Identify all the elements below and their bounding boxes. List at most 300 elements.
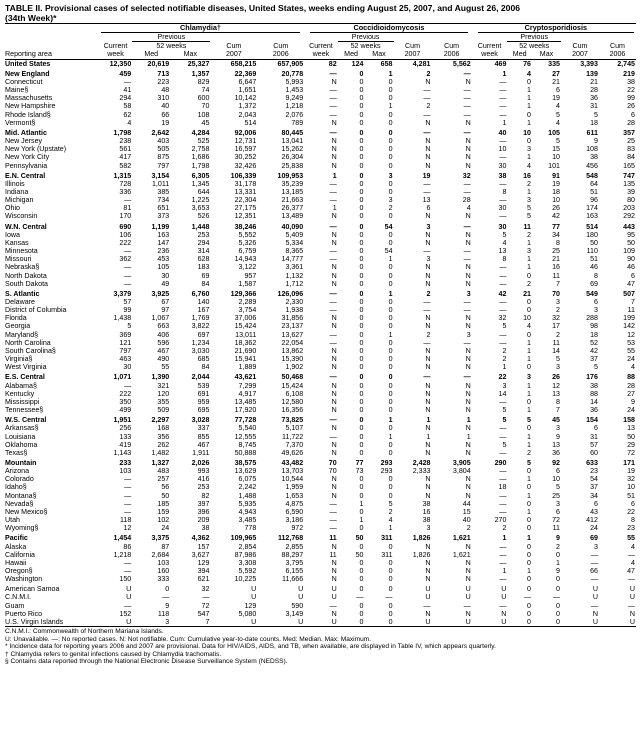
value-cell: 11: [329, 534, 337, 543]
value-cell: 1,951: [113, 416, 132, 425]
value-cell: 22: [627, 507, 635, 516]
value-cell: 1,653: [285, 491, 304, 500]
value-cell: 50: [590, 238, 598, 247]
value-cell: 15,941: [234, 355, 257, 364]
table-row: [5, 516, 636, 524]
table-row: [5, 575, 636, 583]
value-cell: 0: [388, 238, 393, 247]
reporting-area-cell: Delaware: [5, 298, 35, 306]
value-cell: 7,299: [238, 381, 257, 390]
value-cell: 238: [119, 137, 132, 146]
value-cell: 11: [329, 550, 337, 559]
value-cell: 16,597: [234, 145, 257, 154]
value-cell: 1,902: [285, 363, 304, 372]
value-cell: —: [499, 86, 507, 95]
value-cell: U: [251, 585, 257, 594]
value-cell: —: [124, 263, 132, 272]
value-cell: 14,777: [281, 255, 304, 264]
value-cell: N: [331, 389, 337, 398]
value-cell: 2,642: [151, 128, 170, 137]
value-cell: —: [329, 432, 337, 441]
value-cell: 42: [498, 289, 507, 298]
value-cell: N: [331, 322, 337, 331]
value-cell: 87: [161, 542, 170, 551]
table-row: [5, 610, 636, 618]
table-row: [5, 347, 636, 355]
value-cell: 412: [586, 516, 598, 525]
value-cell: 288: [586, 314, 598, 323]
value-cell: U: [472, 618, 508, 627]
value-cell: 25,327: [187, 59, 210, 68]
value-cell: 236: [157, 247, 170, 256]
value-cell: —: [124, 475, 132, 484]
value-cell: —: [499, 179, 507, 188]
value-cell: —: [423, 373, 431, 382]
value-cell: 0: [388, 161, 393, 170]
value-cell: 109: [623, 247, 635, 256]
value-cell: 157: [197, 542, 210, 551]
value-cell: 590: [291, 601, 304, 610]
value-cell: —: [499, 137, 507, 146]
value-cell: 12,555: [234, 432, 257, 441]
value-cell: 1: [388, 69, 393, 78]
value-cell: 3: [466, 289, 471, 298]
value-cell: 290: [494, 458, 507, 467]
value-cell: N: [331, 440, 337, 449]
footnote: § Contains data reported through the National Electronic Disease Surveillance System (NEDSS).: [5, 658, 288, 666]
reporting-area-cell: Kansas: [5, 238, 29, 247]
value-cell: 69: [201, 271, 210, 280]
reporting-area-cell: Kentucky: [5, 389, 35, 398]
value-cell: 5,592: [238, 567, 257, 575]
value-cell: 691: [197, 389, 210, 398]
value-cell: 633: [586, 458, 598, 467]
value-cell: 4,281: [412, 59, 431, 68]
value-cell: 0: [388, 585, 393, 594]
value-cell: U: [561, 618, 599, 627]
footnote: * Incidence data for reporting years 2006 and 2007 are provisional. Data for HIV/AIDS, AIDS, and TB, when available, are displayed in Table IV, which appears quarterly.: [5, 643, 496, 651]
value-cell: 77: [552, 222, 560, 231]
value-cell: 103: [119, 467, 132, 476]
value-cell: 0: [527, 558, 531, 567]
value-cell: 2: [556, 542, 560, 551]
value-cell: 29: [627, 440, 635, 449]
value-cell: 38,246: [234, 222, 257, 231]
value-cell: N: [425, 271, 431, 280]
value-cell: 31: [590, 102, 598, 111]
value-cell: 49,626: [281, 448, 304, 457]
value-cell: 27,175: [234, 204, 257, 213]
value-cell: N: [465, 355, 471, 364]
value-cell: 18: [498, 483, 507, 492]
value-cell: N: [465, 137, 471, 146]
year-2006-label: 2006: [599, 50, 636, 59]
value-cell: 1: [527, 389, 531, 398]
value-cell: 1,769: [191, 314, 210, 323]
value-cell: 5: [527, 416, 531, 425]
value-cell: 6: [594, 499, 598, 508]
value-cell: 385: [157, 187, 170, 196]
value-cell: N: [465, 118, 471, 127]
value-cell: 293: [380, 458, 393, 467]
value-cell: 10,142: [234, 94, 257, 103]
value-cell: 2,333: [412, 467, 431, 476]
value-cell: N: [425, 491, 431, 500]
value-cell: —: [329, 373, 337, 382]
year-2006-label: 2006: [257, 50, 304, 59]
value-cell: —: [329, 601, 337, 610]
value-cell: 350: [119, 397, 132, 406]
value-cell: 21: [552, 77, 560, 86]
value-cell: 69: [590, 279, 598, 288]
reporting-area-cell: Mid. Atlantic: [5, 128, 47, 137]
table-row: [5, 78, 636, 86]
value-cell: 30,252: [234, 153, 257, 162]
value-cell: —: [329, 179, 337, 188]
value-cell: 1: [527, 346, 531, 355]
value-cell: 5,409: [285, 230, 304, 239]
value-cell: U: [501, 593, 507, 602]
value-cell: 0: [359, 381, 364, 390]
table-row: [5, 263, 636, 271]
value-cell: 697: [197, 330, 210, 339]
value-cell: 5,562: [452, 59, 471, 68]
reporting-area-cell: North Dakota: [5, 271, 47, 280]
value-cell: 5,540: [238, 424, 257, 433]
reporting-area-cell: Vermont§: [5, 118, 36, 127]
year-2007-label: 2007: [210, 50, 257, 59]
value-cell: 356: [157, 432, 170, 441]
value-cell: 6,305: [191, 171, 210, 180]
value-cell: N: [465, 397, 471, 406]
value-cell: 5,935: [238, 499, 257, 508]
value-cell: 2,684: [151, 550, 170, 559]
value-cell: U: [465, 585, 471, 594]
value-cell: 110: [586, 247, 598, 256]
value-cell: 1: [527, 118, 531, 127]
value-cell: 99: [627, 94, 635, 103]
table-row: [5, 508, 636, 516]
value-cell: 38: [590, 381, 598, 390]
value-cell: 11,666: [282, 575, 304, 584]
year-2006-label: 2006: [431, 50, 471, 59]
value-cell: 10,544: [281, 475, 304, 484]
value-cell: 22,369: [234, 69, 257, 78]
value-cell: N: [331, 212, 337, 221]
value-cell: 219: [623, 69, 635, 78]
med-label: Med: [132, 50, 170, 59]
value-cell: —: [463, 373, 471, 382]
value-cell: 13,331: [234, 187, 257, 196]
table-row: [5, 433, 636, 441]
value-cell: 163: [586, 212, 598, 221]
value-cell: 13,627: [281, 330, 304, 339]
value-cell: 43,482: [281, 458, 304, 467]
value-cell: 4: [631, 542, 635, 551]
value-cell: 728: [119, 179, 132, 188]
value-cell: N: [465, 322, 471, 331]
value-cell: 80,445: [281, 128, 304, 137]
value-cell: N: [331, 230, 337, 239]
weeks52-label: 52 weeks: [507, 42, 561, 51]
value-cell: 0: [388, 355, 393, 364]
table-row: [5, 255, 636, 263]
value-cell: 1,488: [238, 491, 257, 500]
value-cell: 12,351: [234, 212, 257, 221]
value-cell: 0: [359, 110, 364, 119]
value-cell: 83: [627, 145, 635, 154]
table-row: [5, 119, 636, 127]
value-cell: —: [423, 110, 431, 119]
value-cell: 9: [556, 567, 560, 575]
value-cell: 57: [123, 298, 132, 306]
value-cell: 0: [527, 601, 531, 610]
value-cell: N: [331, 314, 337, 323]
value-cell: 25: [627, 137, 635, 146]
value-cell: 103: [157, 558, 170, 567]
value-cell: —: [499, 475, 507, 484]
value-cell: 5: [502, 230, 507, 239]
value-cell: 40: [462, 516, 471, 525]
value-cell: 1: [388, 330, 393, 339]
value-cell: N: [465, 271, 471, 280]
value-cell: N: [592, 609, 598, 618]
value-cell: 3,653: [191, 204, 210, 213]
value-cell: 8: [631, 516, 635, 525]
value-cell: 337: [197, 424, 210, 433]
value-cell: N: [465, 363, 471, 372]
reporting-area-cell: U.S. Virgin Islands: [5, 618, 99, 627]
value-cell: 31,178: [234, 179, 257, 188]
value-cell: 663: [157, 322, 170, 331]
value-cell: 0: [359, 271, 364, 280]
value-cell: 644: [197, 187, 210, 196]
value-cell: 0: [388, 137, 393, 146]
value-cell: 0: [527, 499, 531, 508]
value-cell: 19: [627, 467, 635, 476]
value-cell: 3,905: [452, 458, 471, 467]
reporting-area-cell: Mississippi: [5, 397, 40, 406]
value-cell: 4: [527, 161, 531, 170]
value-cell: 1,826: [412, 534, 431, 543]
value-cell: 0: [359, 118, 364, 127]
value-cell: 13,629: [234, 467, 257, 476]
value-cell: 362: [119, 255, 132, 264]
value-cell: —: [329, 222, 337, 231]
table-row: [5, 204, 636, 212]
value-cell: 3: [594, 306, 598, 315]
reporting-area-cell: North Carolina: [5, 338, 51, 347]
value-cell: —: [627, 550, 635, 559]
value-cell: 183: [197, 263, 210, 272]
value-cell: 0: [388, 483, 393, 492]
value-cell: 5: [502, 416, 507, 425]
table-row: [5, 593, 636, 601]
value-cell: 1: [527, 255, 531, 264]
value-cell: —: [463, 102, 471, 111]
value-cell: N: [331, 575, 337, 584]
value-cell: 0: [556, 609, 560, 618]
value-cell: 419: [119, 440, 132, 449]
value-cell: 74: [201, 86, 210, 95]
value-cell: 91: [552, 171, 560, 180]
value-cell: 8,365: [285, 247, 304, 256]
value-cell: 10: [552, 153, 560, 162]
value-cell: 1: [466, 432, 471, 441]
value-cell: 467: [197, 440, 210, 449]
value-cell: —: [329, 298, 337, 306]
value-cell: N: [425, 363, 431, 372]
value-cell: 1: [527, 440, 531, 449]
table-row: [5, 524, 636, 532]
value-cell: 507: [623, 289, 635, 298]
value-cell: 459: [119, 69, 132, 78]
value-cell: 88: [590, 389, 598, 398]
value-cell: 0: [388, 363, 393, 372]
value-cell: 443: [623, 222, 635, 231]
value-cell: 582: [119, 161, 132, 170]
value-cell: 0: [527, 424, 531, 433]
value-cell: 0: [388, 145, 393, 154]
med-label: Med: [507, 50, 532, 59]
value-cell: 0: [359, 102, 364, 111]
value-cell: 657,905: [277, 59, 304, 68]
value-cell: 23,137: [281, 322, 304, 331]
value-cell: 51: [590, 255, 598, 264]
value-cell: —: [124, 567, 132, 575]
value-cell: 547: [197, 609, 210, 618]
reporting-area-cell: Oklahoma: [5, 440, 38, 449]
value-cell: 108: [586, 145, 598, 154]
value-cell: 203: [623, 204, 635, 213]
value-cell: 9: [631, 397, 635, 406]
value-cell: N: [465, 238, 471, 247]
value-cell: 4,875: [285, 499, 304, 508]
value-cell: 13: [552, 440, 560, 449]
value-cell: N: [425, 161, 431, 170]
value-cell: —: [499, 558, 507, 567]
value-cell: 311: [381, 550, 393, 559]
value-cell: 5,334: [285, 238, 304, 247]
value-cell: N: [425, 406, 431, 415]
table-row: [5, 331, 636, 339]
value-cell: 13: [422, 196, 431, 205]
value-cell: 46: [590, 263, 598, 272]
table-row: [5, 137, 636, 145]
value-cell: N: [331, 137, 337, 146]
value-cell: —: [463, 187, 471, 196]
value-cell: 1: [426, 416, 431, 425]
reporting-area-cell: Colorado: [5, 475, 34, 484]
value-cell: N: [331, 153, 337, 162]
value-cell: 3,795: [285, 558, 304, 567]
value-cell: 262: [157, 440, 170, 449]
value-cell: 13,862: [281, 346, 304, 355]
value-cell: 21: [552, 255, 560, 264]
table-row: [5, 288, 636, 298]
value-cell: 13: [552, 389, 560, 398]
value-cell: 23: [590, 467, 598, 476]
value-cell: N: [425, 424, 431, 433]
value-cell: 80: [627, 196, 635, 205]
max-label: Max: [532, 50, 561, 59]
value-cell: 253: [197, 230, 210, 239]
value-cell: N: [331, 567, 337, 575]
value-cell: 28: [627, 381, 635, 390]
value-cell: 30: [123, 363, 132, 372]
value-cell: 20,619: [147, 59, 170, 68]
value-cell: 62: [123, 110, 132, 119]
value-cell: —: [499, 424, 507, 433]
value-cell: N: [331, 118, 337, 127]
value-cell: N: [425, 397, 431, 406]
value-cell: 4: [556, 102, 560, 111]
value-cell: N: [425, 389, 431, 398]
value-cell: 0: [359, 230, 364, 239]
value-cell: 2: [426, 289, 431, 298]
value-cell: 21,663: [281, 196, 304, 205]
value-cell: 6: [426, 204, 431, 213]
value-cell: 1: [527, 338, 531, 347]
value-cell: N: [425, 483, 431, 492]
value-cell: N: [425, 263, 431, 272]
value-cell: 417: [119, 153, 132, 162]
value-cell: N: [465, 145, 471, 154]
value-cell: 0: [527, 550, 531, 559]
value-cell: 13,489: [281, 212, 304, 221]
value-cell: 222: [119, 389, 132, 398]
value-cell: 403: [157, 137, 170, 146]
value-cell: 10: [523, 314, 531, 323]
value-cell: 70: [328, 467, 337, 476]
reporting-area-cell: New Mexico§: [5, 507, 48, 516]
value-cell: 15,424: [234, 322, 257, 331]
value-cell: 0: [359, 238, 364, 247]
value-cell: 394: [197, 567, 210, 575]
reporting-area-cell: Arizona: [5, 467, 30, 476]
reporting-area-cell: Nevada§: [5, 499, 34, 508]
value-cell: 3: [556, 298, 560, 306]
value-cell: 92: [552, 458, 560, 467]
value-cell: N: [425, 440, 431, 449]
value-cell: 19: [552, 94, 560, 103]
value-cell: 5,552: [238, 230, 257, 239]
value-cell: 170: [119, 212, 132, 221]
value-cell: 112,768: [277, 534, 304, 543]
value-cell: 0: [507, 618, 532, 627]
value-cell: 233: [119, 458, 132, 467]
value-cell: 1,621: [452, 550, 471, 559]
value-cell: 223: [157, 77, 170, 86]
value-cell: 0: [527, 542, 531, 551]
value-cell: 4: [388, 516, 393, 525]
value-cell: 26: [627, 102, 635, 111]
reporting-area-cell: Puerto Rico: [5, 609, 43, 618]
reporting-area-cell: Hawaii: [5, 558, 27, 567]
value-cell: 10: [498, 145, 507, 154]
value-cell: 140: [197, 298, 210, 306]
reporting-area-cell: Pennsylvania: [5, 161, 48, 170]
value-cell: 0: [359, 406, 364, 415]
value-cell: 0: [359, 255, 364, 264]
value-cell: 168: [157, 424, 170, 433]
value-cell: 490: [157, 355, 170, 364]
value-cell: 5,107: [285, 424, 304, 433]
value-cell: 98: [590, 322, 598, 331]
value-cell: 5: [502, 440, 507, 449]
table-row: [5, 94, 636, 102]
value-cell: 176: [586, 373, 598, 382]
